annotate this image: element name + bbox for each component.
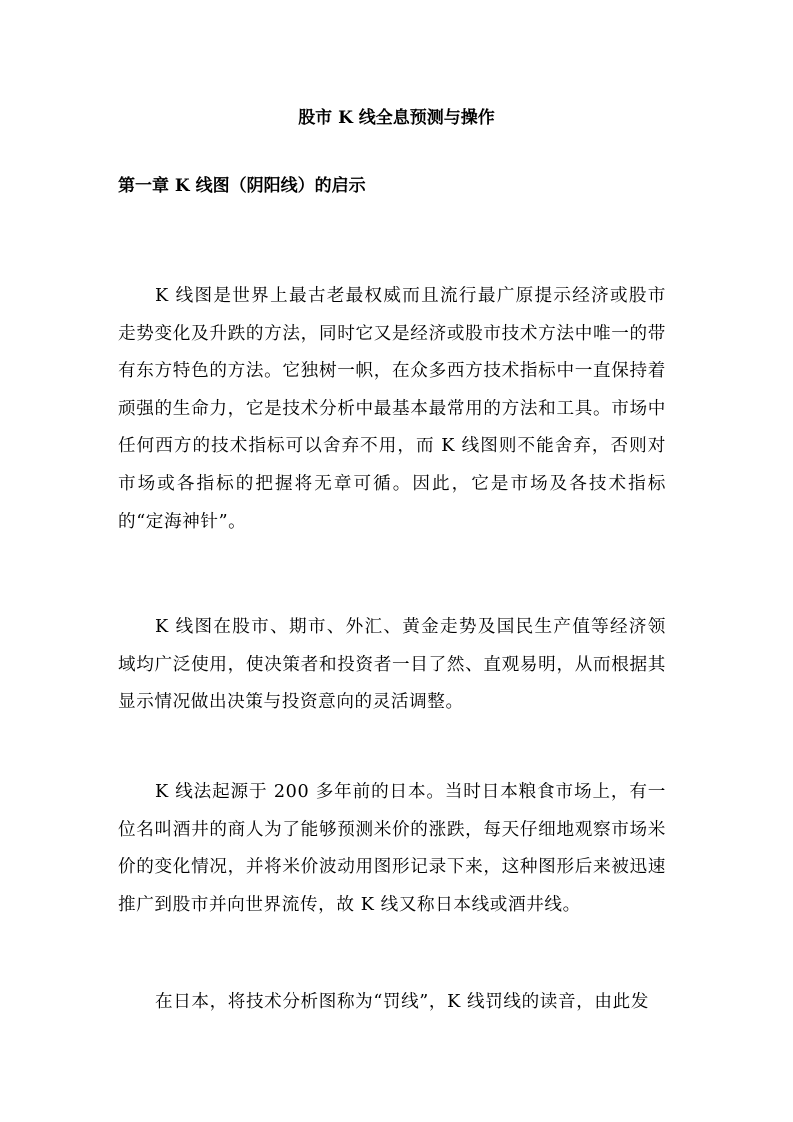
document-title: 股市 K 线全息预测与操作 [298,108,495,128]
chapter-heading: 第一章 K 线图（阴阳线）的启示 [118,176,366,196]
body-paragraph-3: K 线法起源于 200 多年前的日本。当时日本粮食市场上，有一位名叫酒井的商人为了能够预测米价的涨跌，每天仔细地观察市场米价的变化情况，并将米价波动用图形记录下来，这种图形后来被迅速推广到股市并向世界流传，故 K 线又称日本线或酒井线。 [118,782,666,915]
body-paragraph-1: K 线图是世界上最古老最权威而且流行最广原提示经济或股市走势变化及升跌的方法，同时它又是经济或股市技术方法中唯一的带有东方特色的方法。它独树一帜，在众多西方技术指标中一直保持着顽强的生命力，它是技术分析中最基本最常用的方法和工具。市场中任何西方的技术指标可以舍弃不用，而 K 线图则不能舍弃，否则对市场或各指标的把握将无章可循。因此，它是市场及各技术指标的“定海神针”。 [118,286,666,532]
body-paragraph-4: 在日本，将技术分析图称为“罚线”，K 线罚线的读音，由此发 [155,992,649,1012]
body-paragraph-2: K 线图在股市、期市、外汇、黄金走势及国民生产值等经济领域均广泛使用，使决策者和投资者一目了然、直观易明，从而根据其显示情况做出决策与投资意向的灵活调整。 [118,617,666,713]
